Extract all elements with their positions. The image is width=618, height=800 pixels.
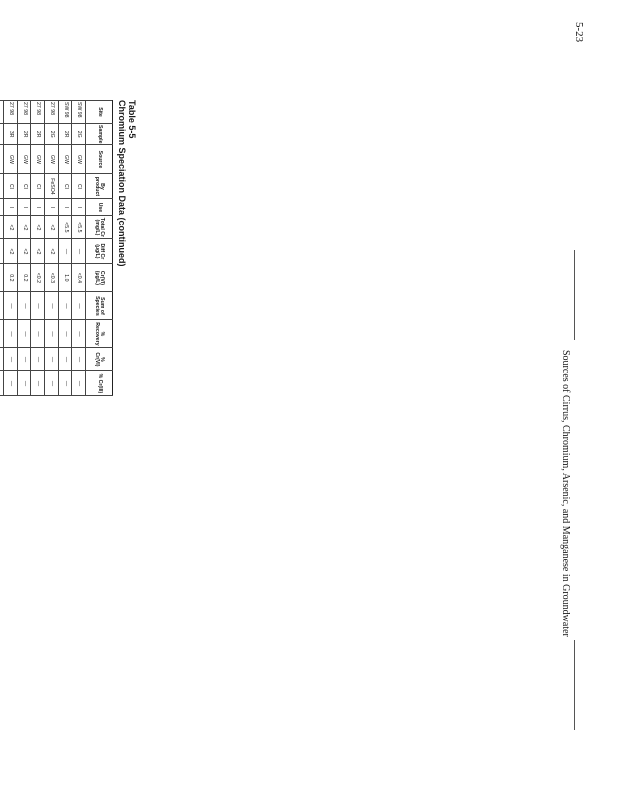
table-cell: — <box>72 371 86 396</box>
header-rule-right <box>574 640 575 730</box>
table-row <box>58 101 72 396</box>
table-cell: — <box>72 320 86 348</box>
table-cell: <2 <box>3 216 17 239</box>
table-cell: — <box>3 371 17 396</box>
table-cell: 2R <box>31 124 45 145</box>
running-head: Sources of Cirrus, Chromium, Arsenic, and Manganese in Groundwater <box>560 350 571 637</box>
speciation-table <box>0 100 113 396</box>
table-cell: — <box>72 292 86 320</box>
table-cell <box>0 174 3 199</box>
table-cell: GW <box>17 145 31 174</box>
table-cell: — <box>3 348 17 371</box>
table-header-row <box>86 101 113 396</box>
table-cell: I <box>44 199 58 216</box>
table-row <box>44 101 58 396</box>
table-cell: SW 98 <box>72 101 86 124</box>
table-cell: <0.4 <box>72 264 86 292</box>
table-cell: 2R <box>17 124 31 145</box>
column-header: Diff Cr (µg/L) <box>86 239 113 264</box>
column-header: Site <box>86 101 113 124</box>
column-header: Source <box>86 145 113 174</box>
table-cell: Cl <box>72 174 86 199</box>
table-cell: <2 <box>17 239 31 264</box>
column-header: Cr(VI) (µg/L) <box>86 264 113 292</box>
rotated-page-content <box>7 20 585 740</box>
table-cell: <0.2 <box>31 264 45 292</box>
table-cell <box>0 124 3 145</box>
table-cell: — <box>44 371 58 396</box>
column-header: % Cr(III) <box>86 371 113 396</box>
column-header: % Cr(VI) <box>86 348 113 371</box>
table-row <box>72 101 86 396</box>
table-cell: — <box>17 348 31 371</box>
table-cell <box>0 320 3 348</box>
table-cell: <5.5 <box>72 216 86 239</box>
table-cell: <2 <box>44 239 58 264</box>
table-row <box>31 101 45 396</box>
table-cell: — <box>31 348 45 371</box>
table-cell: — <box>58 239 72 264</box>
table-cell: I <box>17 199 31 216</box>
table-cell: <2 <box>17 216 31 239</box>
table-cell: 2R <box>58 124 72 145</box>
table-row <box>17 101 31 396</box>
table-cell <box>0 348 3 371</box>
table-cell: <2 <box>3 239 17 264</box>
table-cell: — <box>31 292 45 320</box>
table-cell: 27 98 <box>17 101 31 124</box>
table-cell: — <box>72 239 86 264</box>
table-cell: — <box>17 371 31 396</box>
table-cell: 27 98 <box>44 101 58 124</box>
table-cell: — <box>3 320 17 348</box>
column-header: Sum of Species <box>86 292 113 320</box>
table-cell: — <box>44 320 58 348</box>
table-cell: SW 98 <box>58 101 72 124</box>
column-header: Total Cr (mg/L) <box>86 216 113 239</box>
page-number: 5-23 <box>573 22 585 43</box>
column-header: Sample <box>86 124 113 145</box>
table-cell: — <box>17 320 31 348</box>
table-cell: — <box>58 371 72 396</box>
table-cell: 27 98 <box>31 101 45 124</box>
table-cell: FeSO4 <box>44 174 58 199</box>
table-cell: GW <box>44 145 58 174</box>
table-cell: Cl <box>3 174 17 199</box>
table-cell: — <box>31 371 45 396</box>
table-cell: — <box>58 348 72 371</box>
table-cell: 3R <box>3 124 17 145</box>
table-cell: GW <box>72 145 86 174</box>
table-row <box>0 101 3 396</box>
table-row <box>3 101 17 396</box>
table-cell: 2G <box>44 124 58 145</box>
table-cell: <2 <box>31 216 45 239</box>
table-cell: — <box>58 320 72 348</box>
table-cell <box>0 145 3 174</box>
table-cell: — <box>58 292 72 320</box>
table-body <box>0 101 86 396</box>
table-cell: I <box>72 199 86 216</box>
table-cell: I <box>3 199 17 216</box>
table-cell: — <box>3 292 17 320</box>
table-cell: 0.2 <box>3 264 17 292</box>
table-cell <box>0 199 3 216</box>
table-cell: GW <box>3 145 17 174</box>
table-cell: — <box>72 348 86 371</box>
table-cell: I <box>31 199 45 216</box>
table-cell: I <box>58 199 72 216</box>
header-rule-left <box>574 250 575 340</box>
table-cell: — <box>31 320 45 348</box>
table-cell: 27 98 <box>3 101 17 124</box>
table-cell: <2 <box>31 239 45 264</box>
table-cell: GW <box>31 145 45 174</box>
table-cell <box>0 239 3 264</box>
table-cell <box>0 264 3 292</box>
table-cell: <0.3 <box>44 264 58 292</box>
table-number: Table 5-5 <box>127 100 137 139</box>
table-cell: <5.5 <box>58 216 72 239</box>
table-cell: Cl <box>58 174 72 199</box>
table-cell: 2G <box>72 124 86 145</box>
table-cell: — <box>17 292 31 320</box>
table-cell: 0.2 <box>17 264 31 292</box>
table-title: Chromium Speciation Data (continued) <box>117 100 127 267</box>
table-cell <box>0 371 3 396</box>
table-cell: — <box>44 292 58 320</box>
table-cell: 1.0 <box>58 264 72 292</box>
table-cell <box>0 216 3 239</box>
column-header: % Recovery <box>86 320 113 348</box>
column-header: Use <box>86 199 113 216</box>
table-cell: <2 <box>44 216 58 239</box>
column-header: By product <box>86 174 113 199</box>
table-cell <box>0 101 3 124</box>
table-cell: Cl <box>31 174 45 199</box>
table-cell <box>0 292 3 320</box>
table-cell: — <box>44 348 58 371</box>
table-cell: GW <box>58 145 72 174</box>
table-cell: Cl <box>17 174 31 199</box>
